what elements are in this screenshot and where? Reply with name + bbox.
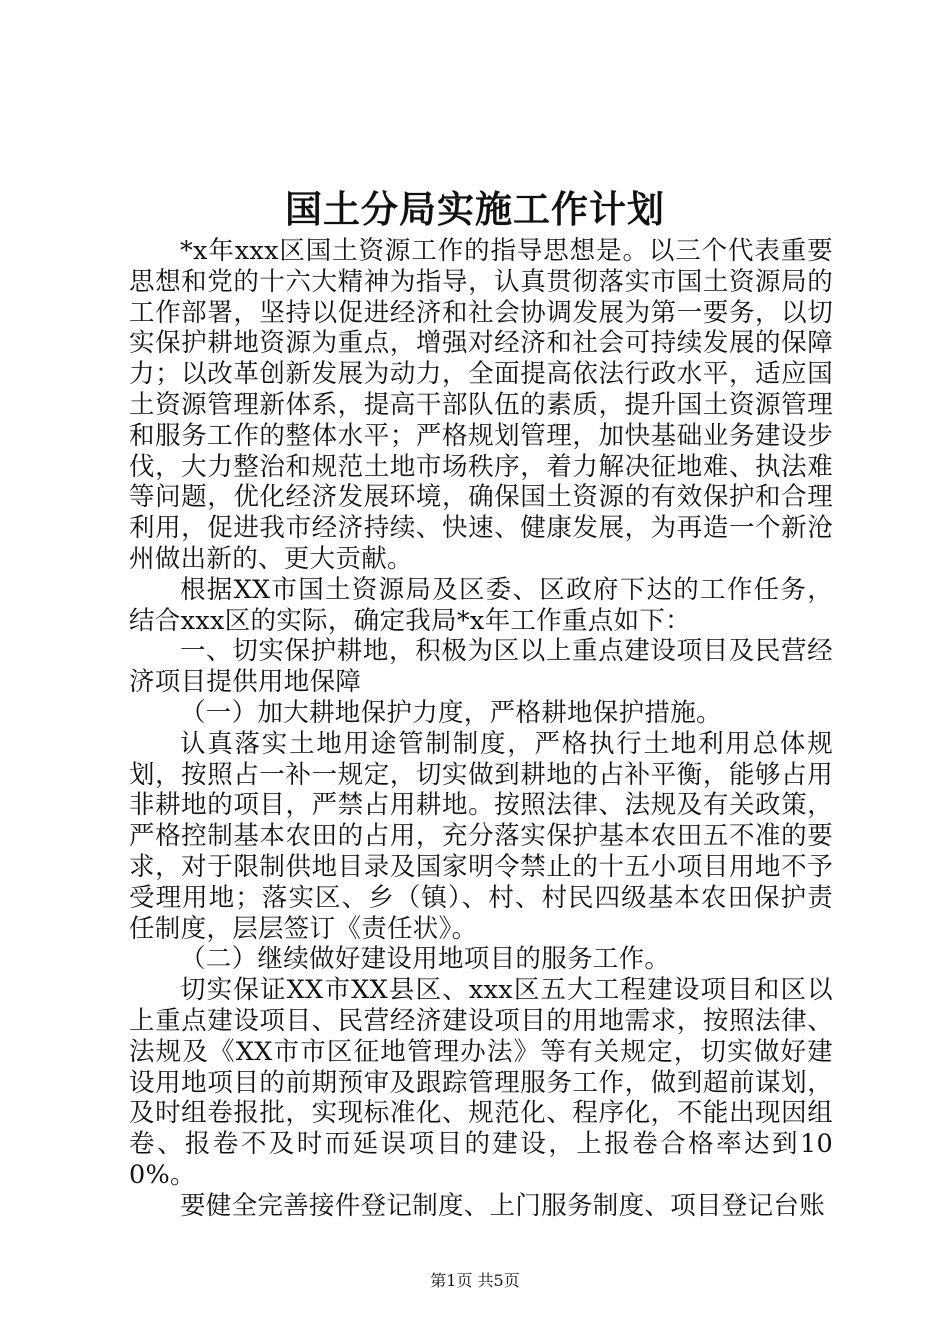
paragraph-registration-system: 要健全完善接件登记制度、上门服务制度、项目登记台账 (180, 1190, 826, 1221)
document-body (129, 236, 833, 1222)
paragraph-land-use-service: 切实保证XX市XX县区、xxx区五大工程建设项目和区以上重点建设项目、民营经济建设项目的用地需求，按照法律、法规及《XX市市区征地管理办法》等有关规定，切实做好建设用地项目的前期预审及跟踪管理服务工作，做到超前谋划，及时组卷报批，实现标准化、规范化、程序化，不能出现因组卷、报卷不及时而延误项目的建设，上报卷合格率达到100%。 (129, 975, 833, 1190)
subsection-heading-1: （一）加大耕地保护力度，严格耕地保护措施。 (180, 697, 722, 728)
paragraph-task-basis: 根据XX市国土资源局及区委、区政府下达的工作任务，结合xxx区的实际，确定我局*x年工作重点如下： (129, 574, 833, 636)
paragraph-farmland-protection: 认真落实土地用途管制制度，严格执行土地利用总体规划，按照占一补一规定，切实做到耕地的占补平衡，能够占用非耕地的项目，严禁占用耕地。按照法律、法规及有关政策，严格控制基本农田的占用，充分落实保护基本农田五不准的要求，对于限制供地目录及国家明令禁止的十五小项目用地不予受理用地；落实区、乡（镇）、村、村民四级基本农田保护责任制度，层层签订《责任状》。 (129, 728, 833, 944)
paragraph-guiding-principle: *x年xxx区国土资源工作的指导思想是。以三个代表重要思想和党的十六大精神为指导，认真贯彻落实市国土资源局的工作部署，坚持以促进经济和社会协调发展为第一要务，以切实保护耕地资源为重点，增强对经济和社会可持续发展的保障力；以改革创新发展为动力，全面提高依法行政水平，适应国土资源管理新体系，提高干部队伍的素质，提升国土资源管理和服务工作的整体水平；严格规划管理，加快基础业务建设步伐，大力整治和规范土地市场秩序，着力解决征地难、执法难等问题，优化经济发展环境，确保国土资源的有效保护和合理利用，促进我市经济持续、快速、健康发展，为再造一个新沧州做出新的、更大贡献。 (129, 236, 833, 574)
section-heading-1: 一、切实保护耕地，积极为区以上重点建设项目及民营经济项目提供用地保障 (129, 636, 833, 698)
page-number-footer: 第1页 共5页 (430, 1271, 520, 1290)
subsection-heading-2: （二）继续做好建设用地项目的服务工作。 (180, 944, 671, 975)
page-title: 国土分局实施工作计划 (285, 187, 665, 231)
